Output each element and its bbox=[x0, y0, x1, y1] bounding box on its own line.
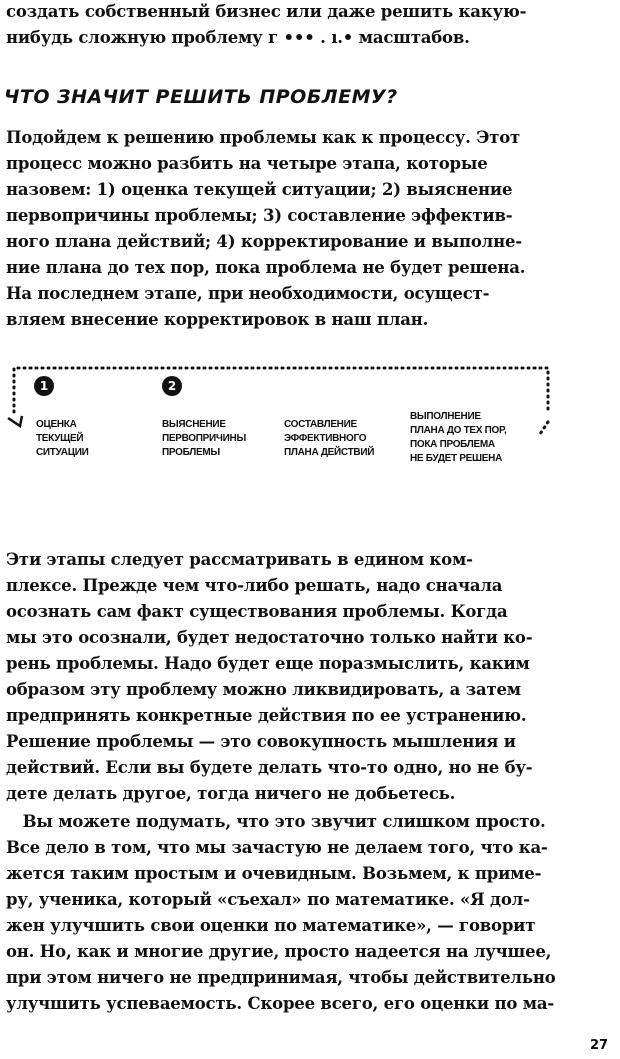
paragraph-line: Подойдем к решению проблемы как к процессу. Этот bbox=[6, 128, 521, 147]
paragraph-line: первопричины проблемы; 3) составление эффектив- bbox=[6, 206, 513, 225]
paragraph-line: дете делать другое, тогда ничего не добьетесь. bbox=[6, 784, 456, 803]
paragraph-line: жется таким простым и очевидным. Возьмем, к приме- bbox=[6, 864, 542, 883]
paragraph-line: Эти этапы следует рассматривать в едином ком- bbox=[6, 550, 473, 569]
paragraph-line: осознать сам факт существования проблемы. Когда bbox=[6, 602, 508, 621]
step-number-1: 1 bbox=[34, 376, 54, 396]
paragraph-line: ру, ученика, который «съехал» по математике. «Я дол- bbox=[6, 890, 530, 909]
step-label-assessment: ОЦЕНКА ТЕКУЩЕЙ СИТУАЦИИ bbox=[36, 419, 89, 458]
step-number-2: 2 bbox=[162, 376, 182, 396]
paragraph-line: ние плана до тех пор, пока проблема не будет решена. bbox=[6, 258, 526, 277]
paragraph-line: плексе. Прежде чем что-либо решать, надо сначала bbox=[6, 576, 503, 595]
paragraph-line: Все дело в том, что мы зачастую не делаем того, что ка- bbox=[6, 838, 548, 857]
paragraph-line: На последнем этапе, при необходимости, осущест- bbox=[6, 284, 490, 303]
arrow-icon bbox=[8, 416, 22, 426]
section-heading: ЧТО ЗНАЧИТ РЕШИТЬ ПРОБЛЕМУ? bbox=[4, 86, 398, 108]
process-diagram bbox=[0, 352, 620, 492]
paragraph-line: он. Но, как и многие другие, просто надеется на лучшее, bbox=[6, 942, 552, 961]
paragraph-line: Решение проблемы — это совокупность мышления и bbox=[6, 732, 516, 751]
paragraph-line: образом эту проблему можно ликвидировать, а затем bbox=[6, 680, 521, 699]
paragraph-line: действий. Если вы будете делать что-то одно, но не бу- bbox=[6, 758, 533, 777]
paragraph-line: Вы можете подумать, что это звучит слишком просто. bbox=[6, 812, 546, 831]
paragraph-line: мы это осознали, будет недостаточно только найти ко- bbox=[6, 628, 533, 647]
intro-line: нибудь сложную проблему г ••• . ı.• масштабов. bbox=[6, 28, 470, 47]
paragraph-line: улучшить успеваемость. Скорее всего, его оценки по ма- bbox=[6, 994, 554, 1013]
paragraph-line: жен улучшить свои оценки по математике», — говорит bbox=[6, 916, 536, 935]
intro-line: создать собственный бизнес или даже решить какую- bbox=[6, 2, 527, 21]
page-number: 27 bbox=[590, 1038, 609, 1053]
paragraph-line: рень проблемы. Надо будет еще поразмыслить, каким bbox=[6, 654, 530, 673]
paragraph-line: процесс можно разбить на четыре этапа, которые bbox=[6, 154, 488, 173]
paragraph-line: вляем внесение корректировок в наш план. bbox=[6, 310, 429, 329]
paragraph-line: предпринять конкретные действия по ее устранению. bbox=[6, 706, 527, 725]
step-label-plan: СОСТАВЛЕНИЕ ЭФФЕКТИВНОГО ПЛАНА ДЕЙСТВИЙ bbox=[284, 419, 375, 458]
step-label-root-cause: ВЫЯСНЕНИЕ ПЕРВОПРИЧИНЫ ПРОБЛЕМЫ bbox=[162, 419, 246, 458]
step-label-execution: ВЫПОЛНЕНИЕ ПЛАНА ДО ТЕХ ПОР, ПОКА ПРОБЛЕМА НЕ БУДЕТ РЕШЕНА bbox=[410, 411, 507, 464]
paragraph-line: назовем: 1) оценка текущей ситуации; 2) выяснение bbox=[6, 180, 513, 199]
paragraph-line: при этом ничего не предпринимая, чтобы действительно bbox=[6, 968, 556, 987]
paragraph-line: ного плана действий; 4) корректирование и выполне- bbox=[6, 232, 522, 251]
